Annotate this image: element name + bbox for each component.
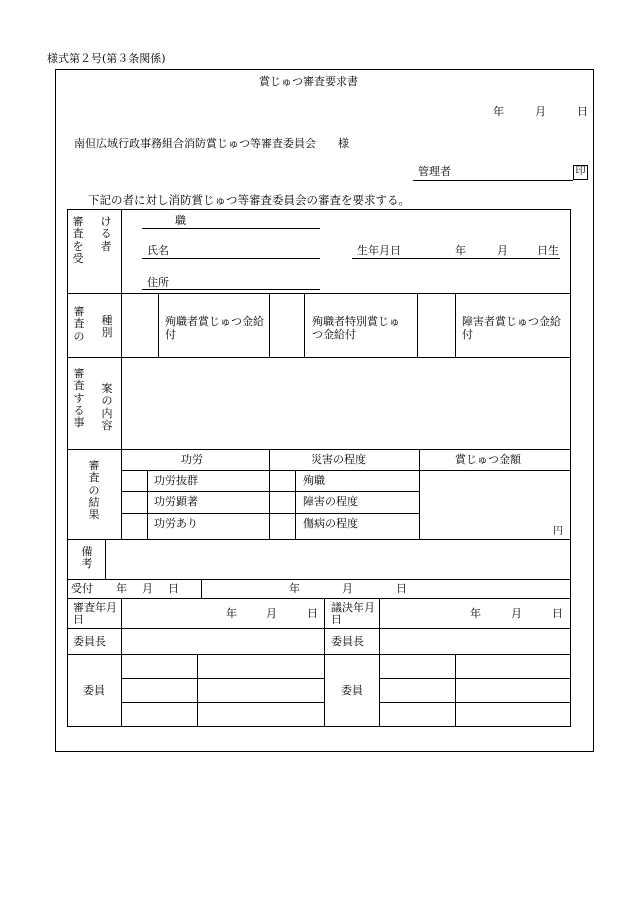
result-label: 審査の結果 (88, 459, 100, 522)
result-header-line (121, 470, 571, 471)
position-label: 職 (175, 214, 186, 227)
review-date-label: 審査年月日 (73, 601, 117, 626)
position-underline (142, 228, 320, 229)
type-divider (269, 293, 270, 357)
birthdate-underline (352, 258, 560, 259)
address-label: 住所 (147, 276, 169, 289)
address-underline (142, 289, 320, 290)
chairman-label-left: 委員長 (73, 635, 106, 648)
birthdate-label: 生年月日 (357, 244, 401, 257)
result-divider (147, 470, 148, 539)
review-month-label: 月 (266, 607, 277, 620)
yen-label: 円 (553, 526, 563, 537)
row-line (67, 357, 571, 358)
member-label-right: 委員 (341, 684, 363, 697)
label-divider (121, 209, 122, 539)
date-year-label: 年 (493, 105, 504, 118)
remarks-label: 備考 (81, 545, 93, 571)
type-divider (455, 293, 456, 357)
subject-label-col1: 審査を受 (72, 215, 84, 265)
row-line (121, 702, 324, 703)
receipt-month-label: 月 (142, 582, 153, 595)
bottom-divider (121, 598, 122, 727)
receipt-month2-label: 月 (342, 582, 353, 595)
receipt-day-label: 日 (168, 582, 179, 595)
manager-label: 管理者 (418, 165, 451, 178)
birth-day-label: 日生 (537, 244, 559, 257)
row-line (67, 628, 571, 629)
decision-year-label: 年 (470, 607, 481, 620)
review-day-label: 日 (307, 607, 318, 620)
receipt-label: 受付 (71, 582, 93, 595)
decision-date-label: 議決年月日 (331, 601, 375, 626)
damage-row-1: 殉職 (303, 474, 325, 487)
merit-header: 功労 (181, 453, 203, 466)
addressee: 南但広域行政事務組合消防賞じゅつ等審査委員会 様 (74, 137, 349, 150)
receipt-day2-label: 日 (396, 582, 407, 595)
seal-box: 印 (573, 165, 588, 180)
member-label-left: 委員 (83, 684, 105, 697)
type-label-col2: 種別 (101, 314, 113, 340)
main-table (67, 209, 571, 727)
damage-row-3: 傷病の程度 (303, 517, 358, 530)
row-line (67, 449, 571, 450)
merit-row-2: 功労顕著 (154, 495, 198, 508)
merit-row-3: 功労あり (154, 517, 198, 530)
matter-label-col1: 審査する事 (73, 367, 85, 430)
row-line (67, 598, 571, 599)
name-label: 氏名 (147, 244, 169, 257)
decision-day-label: 日 (552, 607, 563, 620)
row-line (67, 579, 571, 580)
bottom-divider (324, 598, 325, 727)
type-option-2: 殉職者特別賞じゅつ金給付 (312, 315, 400, 341)
form-number: 様式第２号(第３条関係) (47, 52, 166, 65)
type-divider (304, 293, 305, 357)
name-underline (142, 258, 320, 259)
row-line (379, 702, 571, 703)
bottom-divider (379, 598, 380, 727)
type-divider (417, 293, 418, 357)
receipt-year-label: 年 (116, 582, 127, 595)
result-row-line (121, 513, 419, 514)
birth-year-label: 年 (455, 244, 466, 257)
type-option-1: 殉職者賞じゅつ金給付 (165, 315, 264, 341)
chairman-label-right: 委員長 (331, 635, 364, 648)
result-divider (419, 449, 420, 539)
member-divider (197, 654, 198, 727)
matter-label-col2: 案の内容 (101, 382, 113, 432)
page-title: 賞じゅつ審査要求書 (259, 75, 358, 88)
result-row-line (121, 491, 419, 492)
type-divider (158, 293, 159, 357)
receipt-divider (201, 579, 202, 598)
row-line (67, 539, 571, 540)
date-month-label: 月 (535, 105, 546, 118)
damage-header: 災害の程度 (311, 453, 366, 466)
result-divider (269, 449, 270, 539)
decision-month-label: 月 (511, 607, 522, 620)
manager-underline (413, 180, 573, 181)
receipt-year2-label: 年 (289, 582, 300, 595)
result-divider (295, 470, 296, 539)
row-line (67, 654, 571, 655)
damage-row-2: 障害の程度 (303, 495, 358, 508)
type-option-3: 障害者賞じゅつ金給付 (462, 315, 561, 341)
intro-text: 下記の者に対し消防賞じゅつ等審査委員会の審査を要求する。 (88, 193, 410, 207)
row-line (121, 678, 324, 679)
remarks-divider (105, 539, 106, 579)
subject-label-col2: ける者 (100, 215, 112, 253)
row-line (379, 678, 571, 679)
review-year-label: 年 (226, 607, 237, 620)
member-divider (455, 654, 456, 727)
row-line (67, 293, 571, 294)
birth-month-label: 月 (497, 244, 508, 257)
date-day-label: 日 (577, 105, 588, 118)
amount-header: 賞じゅつ金額 (455, 453, 521, 466)
type-label-col1: 審査の (73, 305, 85, 343)
merit-row-1: 功労抜群 (154, 474, 198, 487)
